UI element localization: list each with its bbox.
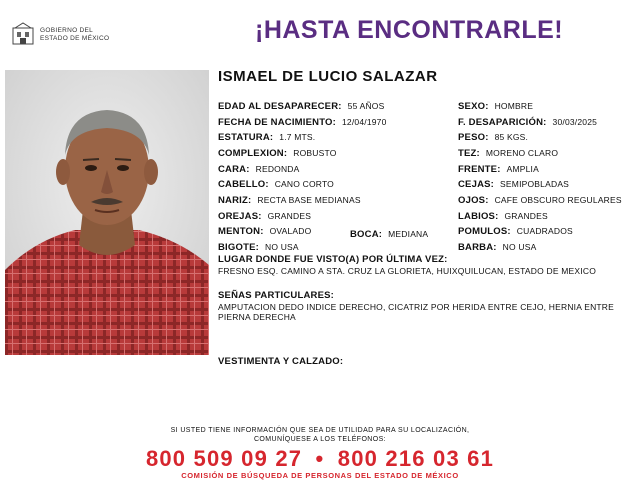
state-seal-icon xyxy=(10,22,36,46)
field-label: POMULOS: xyxy=(458,226,511,237)
last-seen-value: FRESNO ESQ. CAMINO A STA. CRUZ LA GLORIETA, HUIXQUILUCAN, ESTADO DE MEXICO xyxy=(218,266,597,276)
field-value: OVALADO xyxy=(269,226,312,236)
field-value: SEMIPOBLADAS xyxy=(500,179,570,189)
field-label: CABELLO: xyxy=(218,179,269,190)
contact-note-line1: SI USTED TIENE INFORMACIÓN QUE SEA DE UTILIDAD PARA SU LOCALIZACIÓN, xyxy=(170,427,470,434)
field-value: 12/04/1970 xyxy=(342,117,387,127)
field-label: SEXO: xyxy=(458,101,489,112)
gov-line2: ESTADO DE MÉXICO xyxy=(40,35,110,42)
field-value: ROBUSTO xyxy=(293,148,337,158)
field-label: MENTON: xyxy=(218,226,264,237)
field-label: ESTATURA: xyxy=(218,132,274,143)
field-value: 55 AÑOS xyxy=(347,101,385,111)
field-value: GRANDES xyxy=(504,211,548,221)
distinguishing-marks-label: SEÑAS PARTICULARES: xyxy=(218,290,335,301)
last-seen-label: LUGAR DONDE FUE VISTO(A) POR ÚLTIMA VEZ: xyxy=(218,254,448,265)
field-value: MEDIANA xyxy=(388,229,429,239)
field-label: LABIOS: xyxy=(458,211,499,222)
field-label: BOCA: xyxy=(350,229,383,240)
field-label: CEJAS: xyxy=(458,179,495,190)
field-value: RECTA BASE MEDIANAS xyxy=(257,195,361,205)
phone-number-1[interactable]: 800 509 09 27 xyxy=(145,446,303,471)
field-bigote xyxy=(218,237,299,255)
phone-separator: • xyxy=(315,446,325,471)
phone-numbers xyxy=(0,446,640,472)
field-label: PESO: xyxy=(458,132,489,143)
phone-number-2[interactable]: 800 216 03 61 xyxy=(337,446,495,471)
field-value: CAFE OBSCURO REGULARES xyxy=(494,195,622,205)
field-boca xyxy=(350,224,428,242)
field-value: 1.7 MTS. xyxy=(279,132,316,142)
field-barba xyxy=(458,237,536,255)
person-name: ISMAEL DE LUCIO SALAZAR xyxy=(218,68,438,85)
field-value: 30/03/2025 xyxy=(552,117,598,127)
field-value: REDONDA xyxy=(255,164,300,174)
field-label: COMPLEXION: xyxy=(218,148,288,159)
field-label: CARA: xyxy=(218,164,250,175)
government-logo xyxy=(10,22,120,46)
field-value: GRANDES xyxy=(267,211,312,221)
gov-line1: GOBIERNO DEL xyxy=(40,27,94,34)
contact-note xyxy=(0,426,640,444)
field-label: OJOS: xyxy=(458,195,489,206)
field-value: HOMBRE xyxy=(494,101,534,111)
distinguishing-marks-value: AMPUTACION DEDO INDICE DERECHO, CICATRIZ POR HERIDA ENTRE CEJO, HERNIA ENTRE PIERNA DERECHA xyxy=(218,302,615,322)
clothing-label: VESTIMENTA Y CALZADO: xyxy=(218,356,344,367)
field-label: BIGOTE: xyxy=(218,242,259,253)
field-value: CANO CORTO xyxy=(274,179,334,189)
field-label: EDAD AL DESAPARECER: xyxy=(218,101,342,112)
field-value: NO USA xyxy=(502,242,537,252)
slogan-title: ¡HASTA ENCONTRARLE! xyxy=(255,16,564,44)
field-label: OREJAS: xyxy=(218,211,262,222)
field-value: 85 KGS. xyxy=(494,132,529,142)
field-label: FECHA DE NACIMIENTO: xyxy=(218,117,336,128)
missing-person-photo xyxy=(5,70,209,355)
contact-note-line2: COMUNÍQUESE A LOS TELÉFONOS: xyxy=(253,436,387,443)
commission-name: COMISIÓN DE BÚSQUEDA DE PERSONAS DEL ESTADO DE MÉXICO xyxy=(181,471,459,480)
field-label: F. DESAPARICIÓN: xyxy=(458,117,547,128)
field-value: MORENO CLARO xyxy=(485,148,559,158)
field-value: NO USA xyxy=(264,242,299,252)
field-label: NARIZ: xyxy=(218,195,252,206)
field-label: TEZ: xyxy=(458,148,480,159)
field-value: CUADRADOS xyxy=(516,226,573,236)
field-label: BARBA: xyxy=(458,242,497,253)
field-value: AMPLIA xyxy=(506,164,539,174)
field-label: FRENTE: xyxy=(458,164,501,175)
